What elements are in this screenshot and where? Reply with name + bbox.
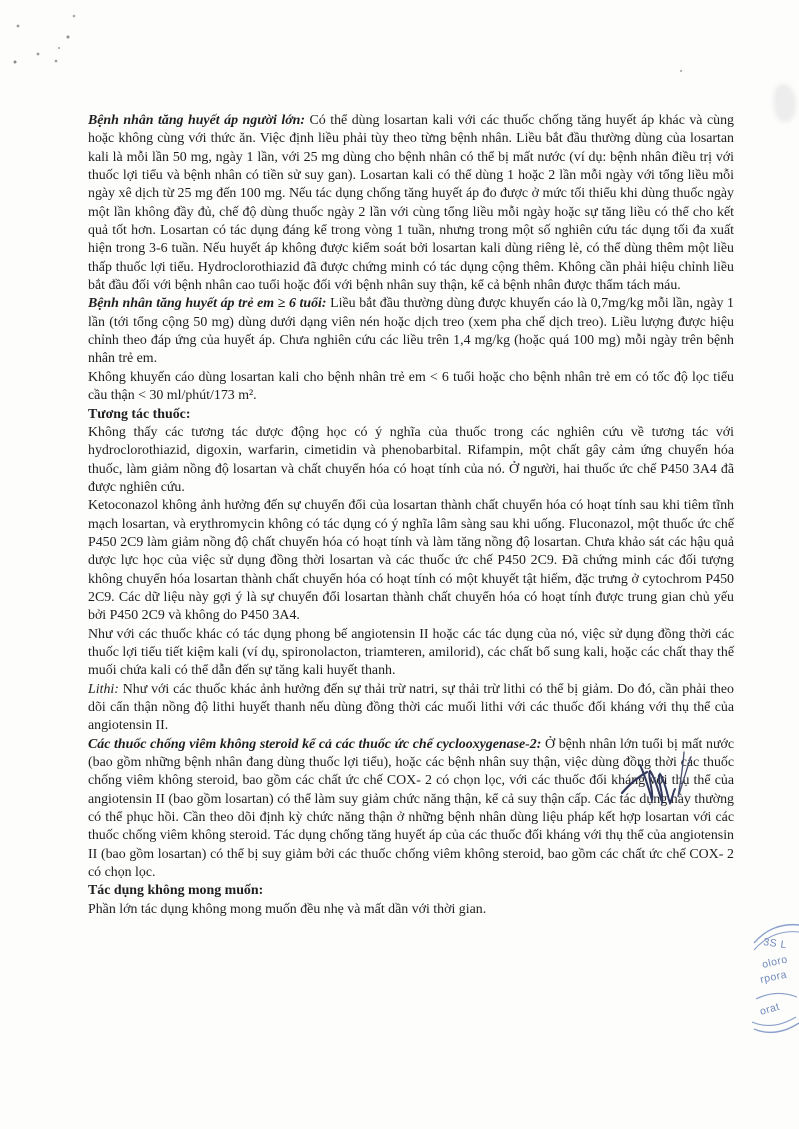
inline-heading-lithium: Lithi:: [88, 681, 119, 697]
paragraph-potassium-sparing: [88, 626, 734, 681]
paragraph-body: Không thấy các tương tác dược động học có ý nghĩa của thuốc trong các nghiên cứu về tương tác với hydroclorothiazid, digoxin, warfarin, cimetidin và phenobarbital. Rifampin, một chất gây cảm ứng chuyển hóa thuốc, làm giảm nồng độ losartan và chất chuyển hóa có hoạt tính của nó. Ở người, hai thuốc ức chế P450 3A4 đã được nghiên cứu.: [88, 424, 734, 495]
paragraph-ketoconazol-p450: [88, 497, 734, 625]
stamp-text-fragment: 3S L: [762, 936, 788, 952]
paragraph-pediatric-hypertension: [88, 295, 734, 368]
stamp-text-fragment: rpora: [759, 968, 789, 986]
paragraph-body: Có thể dùng losartan kali với các thuốc chống tăng huyết áp khác và cùng hoặc không cùng với thức ăn. Việc định liều phải tùy theo từng bệnh nhân. Liều bắt đầu thường dùng của losartan kali là mỗi lần 50 mg, ngày 1 lần, với 25 mg dùng cho bệnh nhân có thể bị mất nước (ví dụ: bệnh nhân điều trị với thuốc lợi tiểu và bệnh nhân có tiền sử suy gan). Losartan kali có thể dùng 1 hoặc 2 lần mỗi ngày với tổng liều mỗi ngày xê dịch từ 25 mg đến 100 mg. Nếu tác dụng chống tăng huyết áp đo được ở mức tối thiểu khi dùng thuốc ngày một lần không đầy đủ, chế độ dùng thuốc ngày 2 lần với cùng tổng liều mỗi ngày hoặc sự tăng liều có thể cho kết quả tốt hơn. Losartan có tác dụng đáng kể trong vòng 1 tuần, nhưng trong một số nghiên cứu tác dụng tối đa xuất hiện trong 3-6 tuần. Nếu huyết áp không được kiểm soát bởi losartan kali dùng riêng lẻ, có thể dùng thêm một liều thấp thuốc lợi tiểu. Hydroclorothiazid đã được chứng minh có tác dụng cộng thêm. Không cần phải hiệu chỉnh liều bắt đầu đối với bệnh nhân cao tuổi hoặc đối với bệnh nhân suy thận, kể cả bệnh nhân được thẩm tách máu.: [88, 113, 734, 294]
inline-heading-pediatric-hypertension: Bệnh nhân tăng huyết áp trẻ em ≥ 6 tuổi:: [88, 296, 327, 312]
section-heading-drug-interactions: Tương tác thuốc:: [88, 406, 191, 422]
paragraph-body: Như với các thuốc khác ảnh hưởng đến sự thải trừ natri, sự thải trừ lithi có thể bị giảm. Do đó, cần phải theo dõi cẩn thận nồng độ lithi huyết thanh nếu dùng đồng thời các muối lithi với các thuốc đối kháng với thụ thể của angiotensin II.: [88, 681, 734, 734]
paragraph-body: Ở bệnh nhân lớn tuổi bị mất nước (bao gồm những bệnh nhân đang dùng thuốc lợi tiểu), hoặc các bệnh nhân suy thận, việc dùng đồng thời các thuốc chống viêm không steroid, bao gồm các chất ức chế COX- 2 có chọn lọc, với các thuốc đối kháng với thụ thể của angiotensin II (bao gồm losartan) có thể làm suy giảm chức năng thận, kể cả suy thận cấp. Các tác dụng này thường có thể phục hồi. Cần theo dõi định kỳ chức năng thận ở những bệnh nhân dùng liệu pháp kết hợp losartan với các thuốc chống viêm không steroid. Tác dụng chống tăng huyết áp của các thuốc đối kháng với thụ thể của angiotensin II (bao gồm losartan) có thể bị suy giảm bởi các thuốc chống viêm không steroid, bao gồm các chất ức chế COX- 2 có chọn lọc.: [88, 736, 734, 881]
inline-heading-adult-hypertension: Bệnh nhân tăng huyết áp người lớn:: [88, 113, 305, 128]
stamp-text-fragment: oloro: [760, 953, 789, 971]
paragraph-body: Không khuyến cáo dùng losartan kali cho bệnh nhân trẻ em < 6 tuổi hoặc cho bệnh nhân trẻ em có tốc độ lọc tiểu cầu thận < 30 ml/phút/173 m².: [88, 369, 734, 404]
scan-smudge: [774, 84, 796, 122]
paragraph-nsaid-cox2: [88, 736, 734, 883]
document-text-block: [88, 112, 734, 919]
paragraph-body: Liều bắt đầu thường dùng được khuyến cáo là 0,7mg/kg mỗi lần, ngày 1 lần (tới tổng cộng 50 mg) dùng dưới dạng viên nén hoặc dịch treo (xem pha chế dịch treo). Liều lượng được hiệu chỉnh theo đáp ứng của huyết áp. Chưa nghiên cứu các liều trên 1,4 mg/kg (hoặc quá 100 mg) mỗi ngày trên bệnh nhân trẻ em.: [88, 296, 734, 367]
inline-heading-nsaid-cox2: Các thuốc chống viêm không steroid kể cả các thuốc ức chế cyclooxygenase-2:: [88, 736, 542, 752]
paragraph-body: Phần lớn tác dụng không mong muốn đều nhẹ và mất dần với thời gian.: [88, 901, 487, 917]
paragraph-body: Như với các thuốc khác có tác dụng phong bế angiotensin II hoặc các tác dụng của nó, việc sử dụng đồng thời các thuốc lợi tiểu tiết kiệm kali (ví dụ, spironolacton, triamteren, amilorid), các chất bổ sung kali, hoặc các chất thay thế muối chứa kali có thể dẫn đến sự tăng kali huyết thanh.: [88, 626, 734, 679]
company-stamp: [752, 915, 799, 1050]
section-heading-adverse-effects: Tác dụng không mong muốn:: [88, 883, 264, 899]
paragraph-lithium: [88, 681, 734, 736]
paragraph-pharmacokinetic-interactions: [88, 424, 734, 497]
paragraph-pediatric-warning: [88, 369, 734, 406]
paragraph-body: Ketoconazol không ảnh hưởng đến sự chuyển đổi của losartan thành chất chuyển hóa có hoạt tính sau khi tiêm tĩnh mạch losartan, và erythromycin không có tác dụng có ý nghĩa lâm sàng sau khi uống. Fluconazol, một thuốc ức chế P450 2C9 làm giảm nồng độ chất chuyển hóa có hoạt tính và làm tăng nồng độ losartan. Chưa khảo sát các hậu quả dược lực học của việc sử dụng đồng thời losartan và các thuốc ức chế P450 2C9. Đã chứng minh các đối tượng không chuyển hóa losartan thành chất chuyển hóa có hoạt tính có một khuyết tật hiếm, đặc trưng ở cytochrom P450 2C9. Các dữ liệu này gợi ý là sự chuyển đổi losartan thành chất chuyển hóa có hoạt tính được trung gian chủ yếu bởi P450 2C9 và không do P450 3A4.: [88, 498, 734, 624]
stamp-text-fragment: orat: [758, 1000, 782, 1018]
paragraph-adult-hypertension: [88, 112, 734, 295]
paragraph-adverse-effects: [88, 901, 734, 919]
